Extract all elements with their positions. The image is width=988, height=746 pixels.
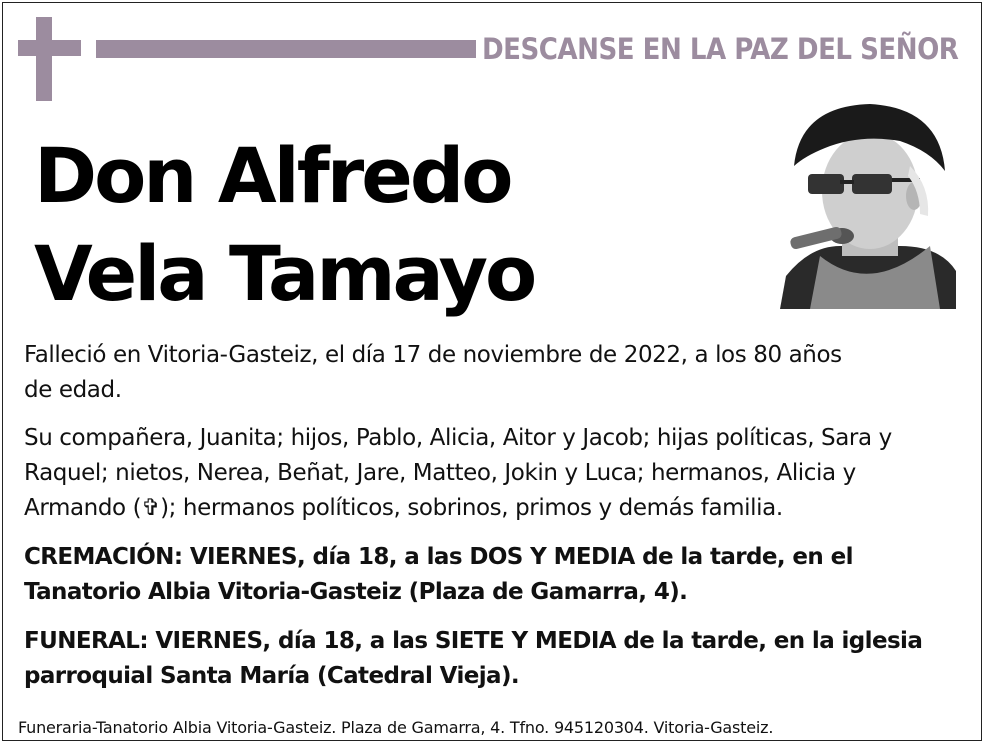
portrait-icon	[780, 96, 956, 309]
family-line: Raquel; nietos, Nerea, Beñat, Jare, Matteo, Jokin y Luca; hermanos, Alicia y	[24, 460, 856, 486]
family-line: Su compañera, Juanita; hijos, Pablo, Alicia, Aitor y Jacob; hijas políticas, Sara y	[24, 425, 892, 451]
funeral-line: FUNERAL: VIERNES, día 18, a las SIETE Y MEDIA de la tarde, en la iglesia	[24, 628, 923, 654]
cross-icon-horizontal	[18, 40, 81, 56]
footer-funeral-home: Funeraria-Tanatorio Albia Vitoria-Gasteiz. Plaza de Gamarra, 4. Tfno. 945120304. Vitoria-Gasteiz.	[18, 718, 774, 737]
cross-icon-vertical	[36, 17, 52, 101]
funeral-line: parroquial Santa María (Catedral Vieja).	[24, 663, 520, 689]
portrait-photo	[780, 96, 956, 309]
cremation-line: CREMACIÓN: VIERNES, día 18, a las DOS Y MEDIA de la tarde, en el	[24, 544, 853, 570]
header-motto: DESCANSE EN LA PAZ DEL SEÑOR	[482, 32, 959, 66]
funeral-paragraph	[24, 624, 954, 694]
death-line: de edad.	[24, 377, 122, 403]
family-paragraph	[24, 421, 954, 526]
deceased-name-line1: Don Alfredo	[34, 131, 511, 220]
header-bar	[96, 40, 476, 58]
deceased-name-line2: Vela Tamayo	[34, 229, 535, 318]
death-line: Falleció en Vitoria-Gasteiz, el día 17 de noviembre de 2022, a los 80 años	[24, 342, 842, 368]
cremation-paragraph	[24, 540, 954, 610]
death-paragraph	[24, 338, 904, 408]
family-line: Armando (✞); hermanos políticos, sobrinos, primos y demás familia.	[24, 495, 783, 521]
cremation-line: Tanatorio Albia Vitoria-Gasteiz (Plaza de Gamarra, 4).	[24, 579, 688, 605]
